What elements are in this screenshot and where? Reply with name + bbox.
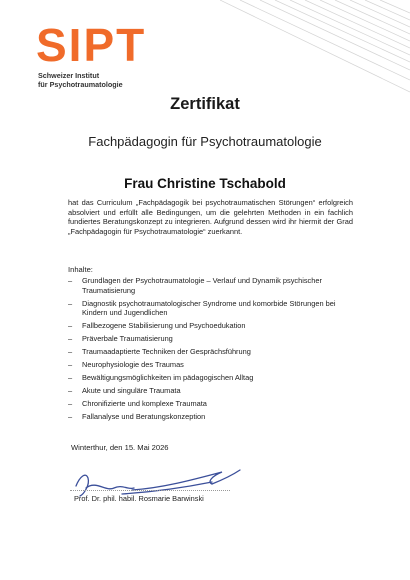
signature-line (70, 490, 230, 491)
list-item-text: Neurophysiologie des Traumas (82, 360, 184, 370)
dash-bullet: – (68, 347, 73, 357)
dash-bullet: – (68, 373, 73, 383)
list-item (64, 386, 354, 396)
list-item (64, 399, 354, 409)
list-item (64, 347, 354, 357)
institute-name-line2: für Psychotraumatologie (38, 80, 123, 89)
dash-bullet: – (68, 360, 73, 370)
dash-bullet: – (68, 298, 73, 308)
certificate-title: Zertifikat (170, 95, 240, 113)
dash-bullet: – (68, 321, 73, 331)
list-item (64, 321, 354, 331)
institute-name (38, 71, 123, 89)
list-item-text: Chronifizierte und komplexe Traumata (82, 399, 207, 409)
certificate-body: hat das Curriculum „Fachpädagogik bei psychotraumatischen Störungen“ erfolgreich absolviert und erfüllt alle Bedingungen, um die gelehrten Methoden in ein fachlich fundiertes Beratungskonzept zu integrieren. Aufgrund dessen wird ihr hiermit der Grad „Fachpädagogin für Psychotraumatologie“ zuerkannt. (68, 198, 353, 236)
list-item (64, 373, 354, 383)
list-item-text: Bewältigungsmöglichkeiten im pädagogischen Alltag (82, 373, 254, 383)
dash-bullet: – (68, 276, 73, 285)
issue-date: Winterthur, den 15. Mai 2026 (71, 443, 169, 452)
list-item (64, 412, 354, 422)
signer-name: Prof. Dr. phil. habil. Rosmarie Barwinski (74, 494, 204, 503)
institute-name-line1: Schweizer Institut (38, 71, 100, 80)
list-item (64, 276, 354, 295)
list-item-text: Diagnostik psychotraumatologischer Syndrome und komorbide Störungen bei Kindern und Jugendlichen (82, 298, 336, 318)
list-item-text: Traumaadaptierte Techniken der Gesprächsführung (82, 347, 251, 357)
list-item-text: Präverbale Traumatisierung (82, 334, 173, 344)
list-item-text: Grundlagen der Psychotraumatologie – Verlauf und Dynamik psychischer Traumatisierung (82, 276, 322, 295)
list-item-text: Fallanalyse und Beratungskonzeption (82, 412, 206, 422)
certificate-subtitle: Fachpädagogin für Psychotraumatologie (88, 134, 322, 149)
contents-label: Inhalte: (68, 265, 93, 274)
recipient-name: Frau Christine Tschabold (124, 176, 286, 191)
dash-bullet: – (68, 386, 73, 396)
list-item (64, 360, 354, 370)
dash-bullet: – (68, 412, 73, 422)
contents-list (64, 276, 354, 425)
sipt-logo: SIPT (36, 19, 147, 71)
list-item-text: Akute und singuläre Traumata (82, 386, 181, 396)
list-item-text: Fallbezogene Stabilisierung und Psychoedukation (82, 321, 246, 331)
decorative-lines (220, 0, 410, 110)
dash-bullet: – (68, 399, 73, 409)
dash-bullet: – (68, 334, 73, 344)
list-item (64, 299, 354, 318)
list-item (64, 334, 354, 344)
